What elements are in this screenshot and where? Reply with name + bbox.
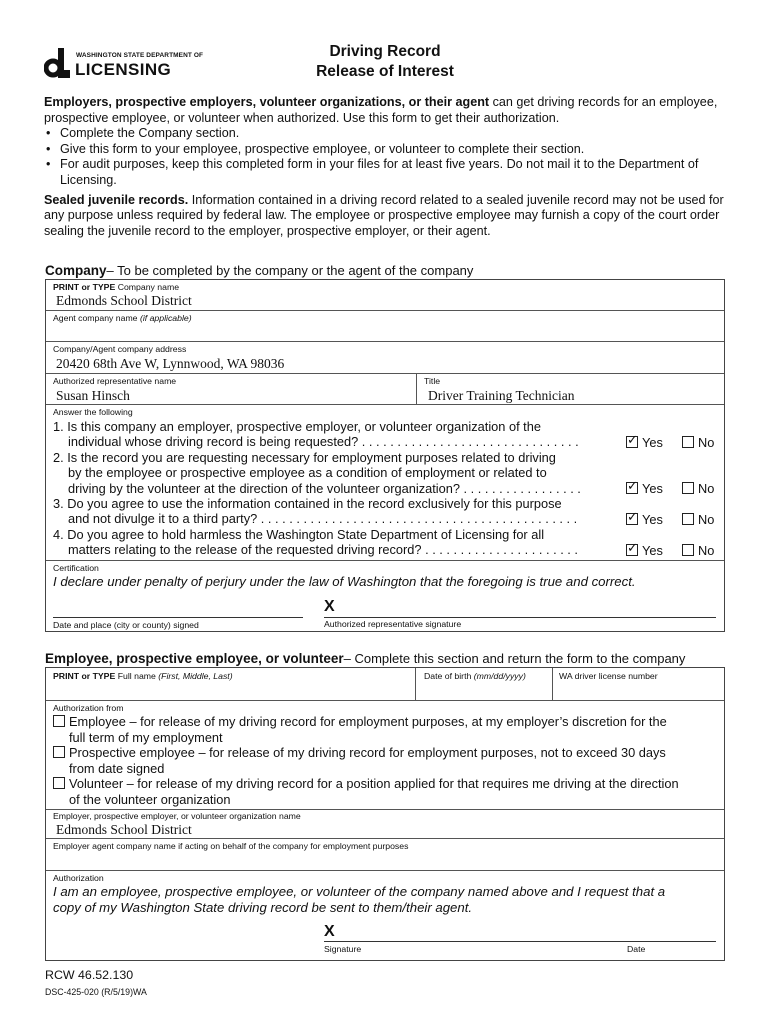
question-4-no[interactable]: No: [682, 543, 714, 558]
checkbox-icon[interactable]: [626, 482, 638, 494]
form-title-line1: Driving Record: [329, 43, 441, 60]
authorization-from-label: Authorization from: [53, 703, 124, 713]
question-1: 1. Is this company an employer, prospective employer, or volunteer organization of the individual whose driving record is being requested? . . . . . . . . . . . . . . . . . . . . . . . . . . . . . . .: [53, 419, 579, 450]
agent-company-label: Agent company name (if applicable): [53, 313, 192, 323]
question-2-yes[interactable]: ✓ Yes: [626, 481, 663, 496]
option-employee[interactable]: Employee – for release of my driving record for employment purposes, at my employer’s discretion for the full term of my employment: [53, 714, 667, 745]
form-id: DSC-425-020 (R/5/19)WA: [45, 987, 147, 997]
address-field[interactable]: 20420 68th Ave W, Lynnwood, WA 98036: [56, 356, 285, 371]
checkbox-icon[interactable]: [682, 436, 694, 448]
checkbox-icon[interactable]: [626, 544, 638, 556]
signature-label: Signature: [324, 944, 362, 954]
address-label: Company/Agent company address: [53, 344, 187, 354]
intro-text: [44, 95, 734, 239]
checkbox-icon[interactable]: [682, 513, 694, 525]
checkbox-icon[interactable]: [53, 746, 65, 758]
option-volunteer[interactable]: Volunteer – for release of my driving record for a position applied for that requires me driving at the direction of the volunteer organization: [53, 776, 679, 807]
employer-agent-label: Employer agent company name if acting on behalf of the company for employment purposes: [53, 841, 409, 851]
company-section-heading: Company– To be completed by the company or the agent of the company: [45, 263, 474, 278]
signature-x-mark: X: [324, 923, 335, 940]
question-1-yes[interactable]: ✓ Yes: [626, 435, 663, 450]
employee-name-label: PRINT or TYPE Full name (First, Middle, Last): [53, 671, 233, 681]
authorization-statement-line2: copy of my Washington State driving record be sent to them/their agent.: [53, 900, 473, 915]
question-2: 2. Is the record you are requesting necessary for employment purposes related to driving by the employee or prospective employee as a condition of employment or related to driving by the volunteer at the direction of the volunteer organization? . . . . . . . . . . . . . . . . .: [53, 450, 581, 496]
date-place-signed-label: Date and place (city or county) signed: [53, 620, 199, 630]
checkbox-icon[interactable]: [682, 544, 694, 556]
intro-bullet: • Give this form to your employee, prospective employee, or volunteer to complete their section.: [44, 142, 734, 158]
question-2-no[interactable]: No: [682, 481, 714, 496]
dol-logo-icon: [44, 48, 70, 78]
employer-name-label: Employer, prospective employer, or volunteer organization name: [53, 811, 301, 821]
agency-small-text: WASHINGTON STATE DEPARTMENT OF: [76, 52, 204, 59]
question-3: 3. Do you agree to use the information contained in the record exclusively for this purpose and not divulge it to a third party? . . . . . . . . . . . . . . . . . . . . . . . . . . . . . . . . . . . . . . . . . . . . .: [53, 496, 578, 527]
signature-x-mark: X: [324, 598, 335, 615]
checkbox-icon[interactable]: [682, 482, 694, 494]
dol-logo: [44, 48, 204, 80]
checkbox-icon[interactable]: [53, 777, 65, 789]
intro-bullets: [44, 126, 734, 188]
rep-signature-label: Authorized representative signature: [324, 619, 462, 629]
intro-bullet: • Complete the Company section.: [44, 126, 734, 142]
question-3-no[interactable]: No: [682, 512, 714, 527]
company-name-label: PRINT or TYPE Company name: [53, 282, 180, 292]
dob-label: Date of birth (mm/dd/yyyy): [424, 671, 526, 681]
form-title-line2: Release of Interest: [316, 63, 454, 80]
question-4-yes[interactable]: ✓ Yes: [626, 543, 663, 558]
answer-following-label: Answer the following: [53, 407, 133, 417]
certification-label: Certification: [53, 563, 99, 573]
employee-section-heading: Employee, prospective employee, or volunteer– Complete this section and return the form to the company: [45, 651, 686, 666]
checkbox-icon[interactable]: [53, 715, 65, 727]
employee-section-box: [45, 667, 725, 961]
checkbox-icon[interactable]: [626, 436, 638, 448]
question-1-no[interactable]: No: [682, 435, 714, 450]
authorization-statement-line1: I am an employee, prospective employee, or volunteer of the company named above and I request that a: [53, 884, 666, 899]
license-number-label: WA driver license number: [559, 671, 658, 681]
intro-bullet: • For audit purposes, keep this completed form in your files for at least five years. Do not mail it to the Department of Licensing.: [44, 157, 734, 188]
certification-statement: I declare under penalty of perjury under the law of Washington that the foregoing is true and correct.: [53, 574, 636, 589]
date-label: Date: [627, 944, 646, 954]
company-name-field[interactable]: Edmonds School District: [56, 293, 192, 308]
rcw-reference: RCW 46.52.130: [45, 968, 134, 982]
company-section-box: [45, 279, 725, 632]
rep-name-field[interactable]: Susan Hinsch: [56, 388, 130, 403]
title-field[interactable]: Driver Training Technician: [428, 388, 575, 403]
agency-big-text: LICENSING: [75, 60, 172, 79]
rep-name-label: Authorized representative name: [53, 376, 177, 386]
question-3-yes[interactable]: ✓ Yes: [626, 512, 663, 527]
employer-name-field[interactable]: Edmonds School District: [56, 822, 192, 837]
title-label: Title: [424, 376, 441, 386]
intro-lead: Employers, prospective employers, volunteer organizations, or their agent can get driving records for an employee, prospective employee, or volunteer when authorized. Use this form to get their authorization.: [44, 95, 718, 125]
authorization-label: Authorization: [53, 873, 104, 883]
option-prospective-employee[interactable]: Prospective employee – for release of my driving record for employment purposes, not to exceed 30 days from date signed: [53, 745, 666, 776]
sealed-juvenile-note: Sealed juvenile records. Information contained in a driving record related to a sealed juvenile record may not be used for any purpose unless required by federal law. The employee or prospective employee may furnish a copy of the court order sealing the juvenile record to the employer, prospective employer, or their agent.: [44, 192, 724, 238]
question-4: 4. Do you agree to hold harmless the Washington State Department of Licensing for all matters relating to the release of the requested driving record? . . . . . . . . . . . . . . . . . . . . . .: [53, 527, 578, 558]
checkbox-icon[interactable]: [626, 513, 638, 525]
